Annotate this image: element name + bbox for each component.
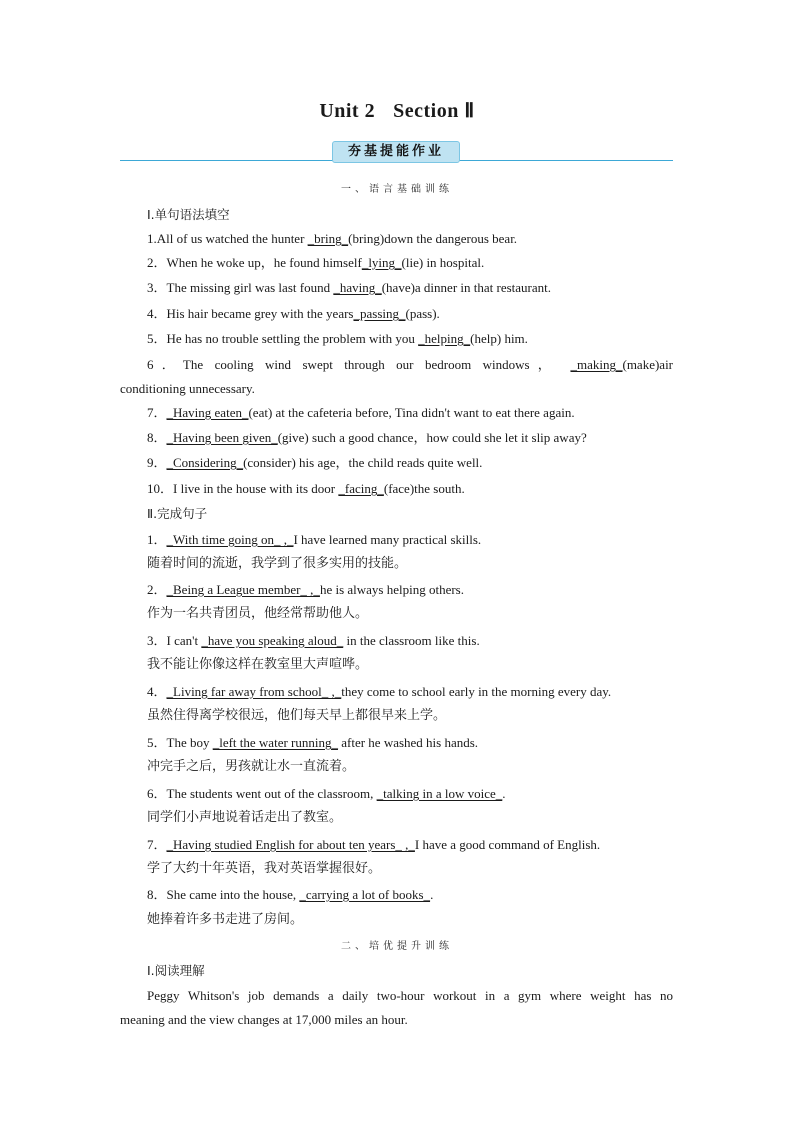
- part1-sub1: Ⅰ.单句语法填空: [147, 207, 230, 222]
- q1-answer: _bring_: [307, 231, 349, 246]
- s7-rest: I have a good command of English.: [414, 837, 601, 852]
- q7-answer: _Having eaten_: [166, 405, 249, 420]
- q1-hint: (bring)down the dangerous bear.: [348, 231, 518, 246]
- q5-answer: _helping_: [418, 331, 471, 346]
- part2-heading: 二、培优提升训练: [341, 941, 453, 952]
- part1-heading: 一、语言基础训练: [341, 184, 453, 195]
- s6-text: 6．The students went out of the classroom,: [147, 786, 377, 801]
- s4-rest: they come to school early in the morning every day.: [341, 684, 612, 699]
- s7-text: 7．: [147, 837, 167, 852]
- s4: [147, 683, 677, 700]
- s6-translation: 同学们小声地说着话走出了教室。: [147, 810, 343, 825]
- s2-rest: he is always helping others.: [319, 582, 464, 597]
- s4-text: 4．: [147, 684, 167, 699]
- q9: [147, 454, 677, 471]
- q7: [147, 404, 677, 421]
- q6-hint: (make)air: [622, 357, 674, 372]
- part2-sub1: Ⅰ.阅读理解: [147, 963, 205, 978]
- q10-hint: (face)the south.: [383, 481, 465, 496]
- s1-answer: _With time going on_ ,_: [166, 532, 294, 547]
- s8-text: 8．She came into the house,: [147, 887, 300, 902]
- s5-text: 5．The boy: [147, 735, 213, 750]
- q8: [147, 429, 677, 446]
- s5: [147, 734, 677, 751]
- s8: [147, 886, 677, 903]
- q8-answer: _Having been given_: [166, 430, 278, 445]
- q8-text: 8．: [147, 430, 167, 445]
- q2-text: 2．When he woke up，he found himself: [147, 255, 362, 270]
- section-label: Section Ⅱ: [393, 100, 475, 122]
- s5-translation: 冲完手之后，男孩就让水一直流着。: [147, 759, 356, 774]
- q1-text: 1.All of us watched the hunter: [147, 231, 308, 246]
- part1-sub2: Ⅱ.完成句子: [147, 506, 208, 521]
- q4-answer: _passing_: [353, 306, 406, 321]
- page-title: [0, 98, 794, 123]
- q6: [147, 356, 673, 373]
- s8-answer: _carrying a lot of books_: [299, 887, 431, 902]
- q9-hint: (consider) his age，the child reads quite well.: [243, 455, 483, 470]
- passage-line-2: meaning and the view changes at 17,000 miles an hour.: [120, 1012, 408, 1027]
- s6-answer: _talking in a low voice_: [376, 786, 503, 801]
- s1: [147, 531, 677, 548]
- s6-rest: .: [502, 786, 506, 801]
- q9-text: 9．: [147, 455, 167, 470]
- s1-translation: 随着时间的流逝，我学到了很多实用的技能。: [147, 556, 408, 571]
- q3-answer: _having_: [333, 280, 382, 295]
- s2-text: 2．: [147, 582, 167, 597]
- q5: [147, 330, 677, 347]
- s4-translation: 虽然住得离学校很远，他们每天早上都很早来上学。: [147, 708, 447, 723]
- s3-text: 3．I can't: [147, 633, 202, 648]
- q4: [147, 305, 677, 322]
- s4-answer: _Living far away from school_ ,_: [166, 684, 342, 699]
- s8-translation: 她捧着许多书走进了房间。: [147, 912, 304, 927]
- s6: [147, 785, 677, 802]
- q7-text: 7．: [147, 405, 167, 420]
- s3-rest: in the classroom like this.: [343, 633, 480, 648]
- s2: [147, 581, 677, 598]
- q2: [147, 254, 677, 271]
- q6-text: 6．The cooling wind swept through our bedroom windows，: [147, 357, 560, 372]
- s2-answer: _Being a League member_ ,_: [166, 582, 320, 597]
- s3-translation: 我不能让你像这样在教室里大声喧哗。: [147, 657, 369, 672]
- s3-answer: _have you speaking aloud_: [201, 633, 344, 648]
- s2-translation: 作为一名共青团员，他经常帮助他人。: [147, 606, 369, 621]
- unit-label: Unit 2: [319, 100, 376, 122]
- q2-hint: (lie) in hospital.: [401, 255, 485, 270]
- q8-hint: (give) such a good chance，how could she let it slip away?: [277, 430, 587, 445]
- q6-continued: conditioning unnecessary.: [120, 381, 255, 396]
- q9-answer: _Considering_: [166, 455, 244, 470]
- q3: [147, 279, 677, 296]
- q10-text: 10．I live in the house with its door: [147, 481, 339, 496]
- q2-answer: _lying_: [361, 255, 402, 270]
- s7: [147, 836, 677, 853]
- q5-text: 5．He has no trouble settling the problem with you: [147, 331, 419, 346]
- s7-translation: 学了大约十年英语，我对英语掌握很好。: [147, 861, 382, 876]
- q1: [147, 230, 677, 247]
- s7-answer: _Having studied English for about ten years_ ,_: [166, 837, 415, 852]
- passage-line-1: Peggy Whitson's job demands a daily two-hour workout in a gym where weight has no: [147, 988, 673, 1003]
- q7-hint: (eat) at the cafeteria before, Tina didn't want to eat there again.: [248, 405, 575, 420]
- q4-text: 4．His hair became grey with the years: [147, 306, 354, 321]
- q4-hint: (pass).: [405, 306, 440, 321]
- q6-answer: _making_: [570, 357, 623, 372]
- s8-rest: .: [430, 887, 434, 902]
- s5-rest: after he washed his hands.: [337, 735, 479, 750]
- s1-rest: I have learned many practical skills.: [293, 532, 482, 547]
- q3-text: 3．The missing girl was last found: [147, 280, 334, 295]
- s1-text: 1．: [147, 532, 167, 547]
- q10: [147, 480, 677, 497]
- q3-hint: (have)a dinner in that restaurant.: [381, 280, 552, 295]
- s5-answer: _left the water running_: [212, 735, 338, 750]
- homework-banner: 夯基提能作业: [332, 141, 460, 163]
- q5-hint: (help) him.: [470, 331, 528, 346]
- q10-answer: _facing_: [338, 481, 384, 496]
- s3: [147, 632, 677, 649]
